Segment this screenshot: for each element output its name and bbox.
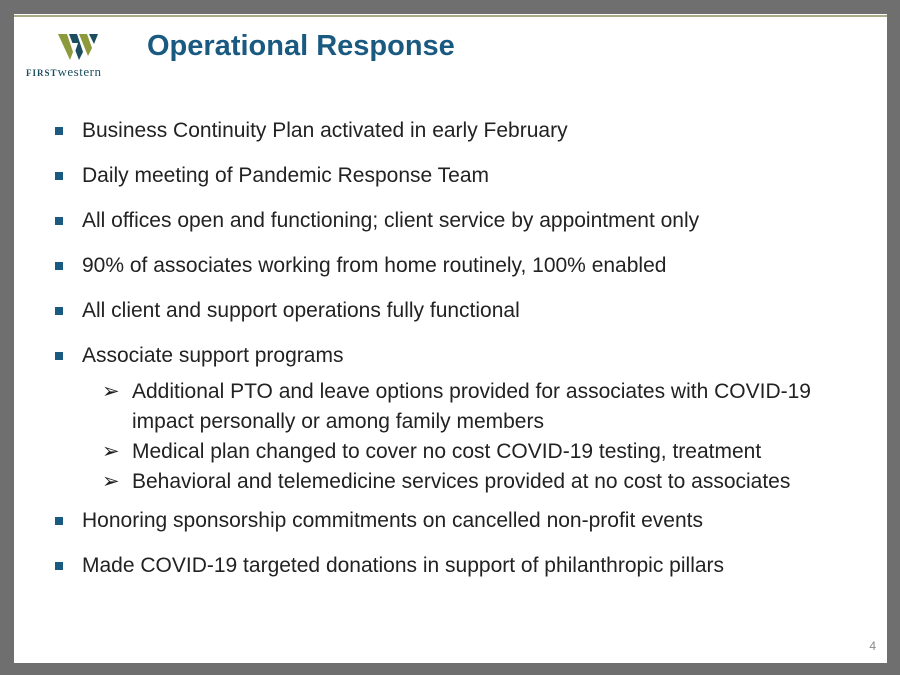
bullet-item (82, 298, 520, 324)
bullet-text: All client and support operations fully functional (82, 299, 520, 322)
bullet-text: All offices open and functioning; client service by appointment only (82, 209, 700, 232)
page-number: 4 (869, 639, 876, 653)
arrow-bullet-icon: ➢ (102, 470, 120, 493)
bullet-item (82, 343, 343, 369)
square-bullet-icon (55, 217, 63, 225)
w-logo-mark-icon (58, 34, 98, 60)
bullet-text: Made COVID-19 targeted donations in support of philanthropic pillars (82, 554, 725, 577)
bullet-item (82, 553, 724, 579)
bullet-text: Daily meeting of Pandemic Response Team (82, 164, 489, 187)
bullet-text: 90% of associates working from home routinely, 100% enabled (82, 254, 667, 277)
bullet-item (82, 253, 666, 279)
arrow-bullet-icon: ➢ (102, 380, 120, 403)
top-accent-line (14, 15, 887, 17)
logo-wordmark (26, 64, 101, 80)
square-bullet-icon (55, 307, 63, 315)
logo-first-text: FIRST (26, 68, 58, 78)
sub-bullet-text: Additional PTO and leave options provided for associates with COVID-19 impact personally or among family members (132, 380, 811, 433)
slide-title: Operational Response (147, 30, 455, 62)
slide (14, 14, 887, 663)
square-bullet-icon (55, 172, 63, 180)
square-bullet-icon (55, 262, 63, 270)
sub-bullet-text: Behavioral and telemedicine services provided at no cost to associates (132, 470, 791, 493)
square-bullet-icon (55, 352, 63, 360)
bullet-text: Honoring sponsorship commitments on cancelled non-profit events (82, 509, 703, 532)
sub-bullet-item (102, 377, 862, 437)
bullet-item (82, 118, 568, 144)
square-bullet-icon (55, 127, 63, 135)
first-western-logo (26, 34, 136, 84)
arrow-bullet-icon: ➢ (102, 440, 120, 463)
bullet-item (82, 508, 703, 534)
bullet-item (82, 208, 699, 234)
sub-bullet-item (102, 437, 862, 467)
square-bullet-icon (55, 517, 63, 525)
logo-western-text: western (57, 64, 102, 79)
square-bullet-icon (55, 562, 63, 570)
sub-bullet-item (102, 467, 862, 497)
sub-bullet-text: Medical plan changed to cover no cost COVID-19 testing, treatment (132, 440, 762, 463)
bullet-text: Associate support programs (82, 344, 344, 367)
bullet-text: Business Continuity Plan activated in early February (82, 119, 568, 142)
bullet-item (82, 163, 489, 189)
